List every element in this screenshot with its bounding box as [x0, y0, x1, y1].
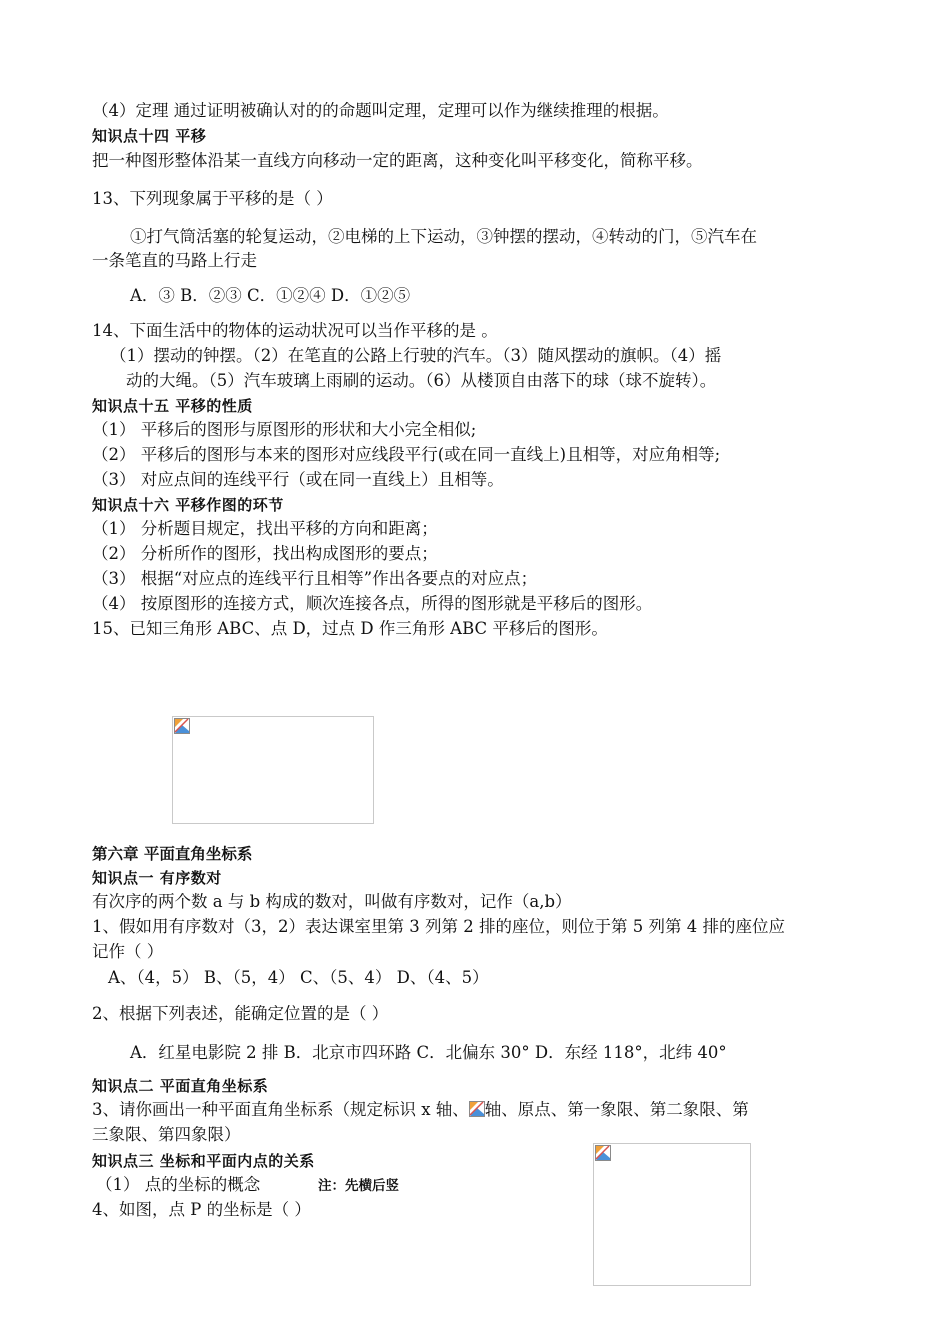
knowledge-point-14-heading: 知识点十四 平移 [92, 127, 207, 145]
coordinate-note: 注：先横后竖 [318, 1178, 399, 1194]
knowledge-point-3-heading: 知识点三 坐标和平面内点的关系 [92, 1152, 315, 1170]
question-13-options: A．③ B．②③ C．①②④ D．①②⑤ [130, 286, 411, 305]
question-13-body-line2: 一条笔直的马路上行走 [92, 251, 257, 270]
question-3-line1 [92, 1099, 749, 1121]
property-2: （2） 平移后的图形与本来的图形对应线段平行(或在同一直线上)且相等，对应角相等; [92, 445, 721, 464]
question-14: 14、下面生活中的物体的运动状况可以当作平移的是 。 [92, 321, 498, 340]
coordinate-concept: （1） 点的坐标的概念 [96, 1175, 261, 1194]
step-3: （3） 根据“对应点的连线平行且相等”作出各要点的对应点； [92, 569, 538, 588]
point-p-figure-placeholder [593, 1143, 751, 1286]
step-2: （2） 分析所作的图形，找出构成图形的要点； [92, 544, 438, 563]
question-13-body-line1: ①打气筒活塞的轮复运动，②电梯的上下运动，③钟摆的摆动，④转动的门，⑤汽车在 [130, 227, 757, 246]
step-4: （4） 按原图形的连接方式，顺次连接各点，所得的图形就是平移后的图形。 [92, 594, 653, 613]
triangle-figure-placeholder [172, 716, 374, 824]
knowledge-point-16-heading: 知识点十六 平移作图的环节 [92, 496, 284, 514]
question-2-options: A．红星电影院 2 排 B．北京市四环路 C．北偏东 30° D．东经 118°，北纬 40° [130, 1043, 727, 1062]
ordered-pair-definition: 有次序的两个数 a 与 b 构成的数对，叫做有序数对，记作（a,b） [92, 892, 572, 911]
knowledge-point-2-heading: 知识点二 平面直角坐标系 [92, 1077, 269, 1095]
question-1-line1: 1、假如用有序数对（3，2）表达课室里第 3 列第 2 排的座位，则位于第 5 列第 4 排的座位应 [92, 917, 785, 936]
chapter-6-title: 第六章 平面直角坐标系 [92, 845, 253, 863]
knowledge-point-1-heading: 知识点一 有序数对 [92, 869, 222, 887]
question-3-text-part1: 3、请你画出一种平面直角坐标系（规定标识 x 轴、 [92, 1100, 469, 1119]
theorem-definition: （4）定理 通过证明被确认对的的命题叫定理，定理可以作为继续推理的根据。 [92, 101, 669, 120]
question-1-line2: 记作（ ） [92, 942, 164, 961]
question-4: 4、如图，点 P 的坐标是（ ） [92, 1200, 311, 1219]
translation-definition: 把一种图形整体沿某一直线方向移动一定的距离，这种变化叫平移变化，简称平移。 [92, 151, 703, 170]
question-14-body-line2: 动的大绳。（5）汽车玻璃上雨刷的运动。（6）从楼顶自由落下的球（球不旋转）。 [126, 371, 717, 390]
property-3: （3） 对应点间的连线平行（或在同一直线上）且相等。 [92, 470, 504, 489]
question-3-text-part2: 轴、原点、第一象限、第二象限、第 [484, 1100, 749, 1119]
question-15: 15、已知三角形 ABC、点 D，过点 D 作三角形 ABC 平移后的图形。 [92, 619, 608, 638]
question-3-line2: 三象限、第四象限） [92, 1125, 241, 1144]
broken-image-icon [469, 1101, 485, 1117]
question-13: 13、下列现象属于平移的是（ ） [92, 189, 333, 208]
property-1: （1） 平移后的图形与原图形的形状和大小完全相似; [92, 420, 477, 439]
step-1: （1） 分析题目规定，找出平移的方向和距离； [92, 519, 438, 538]
knowledge-point-15-heading: 知识点十五 平移的性质 [92, 397, 253, 415]
broken-image-icon [174, 718, 190, 734]
broken-image-icon [595, 1145, 611, 1161]
question-1-options: A、（4，5） B、（5，4） C、（5、4） D、（4、5） [108, 968, 489, 987]
question-2: 2、根据下列表述，能确定位置的是（ ） [92, 1004, 389, 1023]
question-14-body-line1: （1）摆动的钟摆。（2）在笔直的公路上行驶的汽车。（3）随风摆动的旗帜。（4）摇 [110, 346, 722, 365]
